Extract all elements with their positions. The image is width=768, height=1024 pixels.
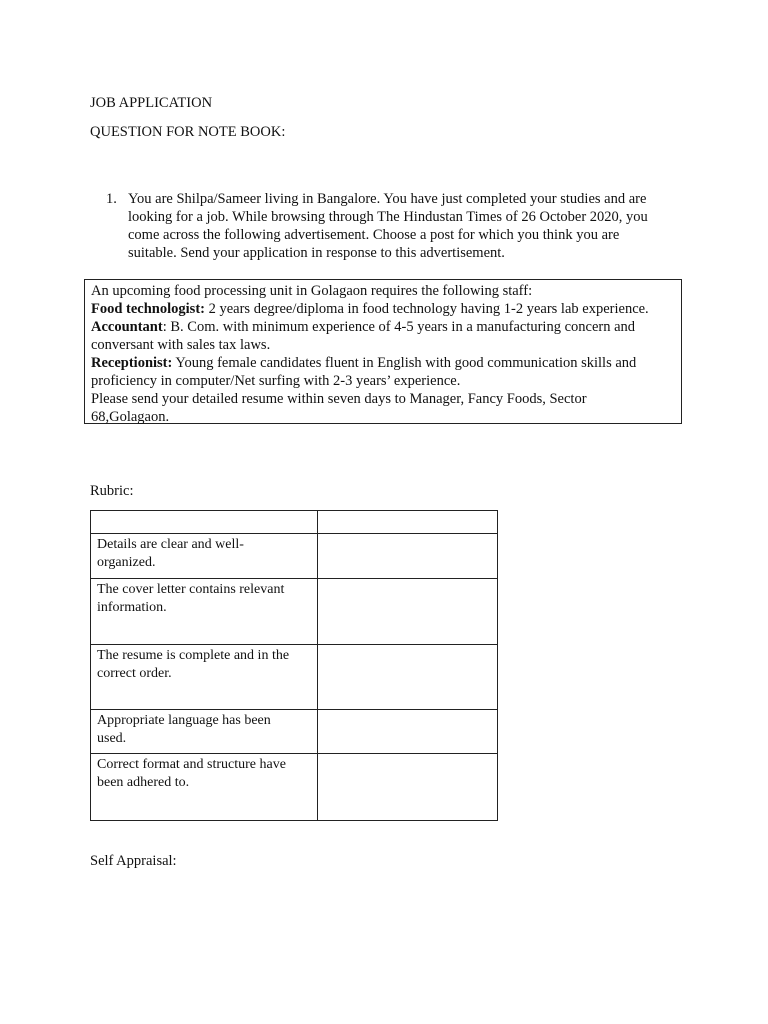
criterion-text: Appropriate language has been [97,713,271,728]
table-row [91,534,498,579]
question-line: You are Shilpa/Sameer living in Bangalore. You have just completed your studies and are [128,191,647,207]
table-row [91,754,498,821]
ad-food-label: Food technologist: [91,301,205,317]
advertisement-box [84,279,682,424]
rubric-criterion-cell [91,754,318,821]
criterion-text: been adhered to. [97,775,190,790]
ad-receptionist-label: Receptionist: [91,355,173,371]
document-subtitle: QUESTION FOR NOTE BOOK: [90,124,286,140]
ad-receptionist-cont: proficiency in computer/Net surfing with 2-3 years’ experience. [91,373,461,389]
table-row [91,511,498,534]
question-line: looking for a job. While browsing through The Hindustan Times of 26 October 2020, you [128,209,648,225]
question-text [128,190,678,262]
criterion-text: The resume is complete and in the [97,648,290,663]
criterion-text: organized. [97,555,156,570]
ad-closing: Please send your detailed resume within seven days to Manager, Fancy Foods, Sector [91,391,587,407]
criterion-text: used. [97,731,127,746]
ad-food-text: 2 years degree/diploma in food technology having 1-2 years lab experience. [204,301,649,317]
ad-accountant-cont: conversant with sales tax laws. [91,337,271,353]
rubric-table [90,510,498,821]
criterion-text: Correct format and structure have [97,757,286,772]
criterion-text: correct order. [97,666,172,681]
question-line: suitable. Send your application in response to this advertisement. [128,245,505,261]
rubric-score-cell [318,511,498,534]
ad-food-technologist [91,300,681,318]
rubric-score-cell [318,710,498,754]
criterion-text: The cover letter contains relevant [97,582,285,597]
table-row [91,645,498,710]
ad-intro: An upcoming food processing unit in Golagaon requires the following staff: [91,283,533,299]
rubric-score-cell [318,579,498,645]
ad-accountant-label: Accountant [91,319,163,335]
document-title: JOB APPLICATION [90,95,213,111]
question-number: 1. [106,191,117,207]
ad-accountant-text: : B. Com. with minimum experience of 4-5 years in a manufacturing concern and [162,319,636,335]
self-appraisal-label: Self Appraisal: [90,853,177,869]
criterion-text: information. [97,600,167,615]
rubric-criterion-cell [91,645,318,710]
rubric-criterion-cell [91,710,318,754]
ad-receptionist [91,354,681,372]
rubric-score-cell [318,754,498,821]
rubric-criterion-cell [91,511,318,534]
ad-receptionist-text: Young female candidates fluent in English with good communication skills and [172,355,637,371]
table-row [91,579,498,645]
criterion-text: Details are clear and well- [97,537,244,552]
rubric-score-cell [318,645,498,710]
rubric-criterion-cell [91,534,318,579]
rubric-criterion-cell [91,579,318,645]
question-line: come across the following advertisement. Choose a post for which you think you are [128,227,620,243]
rubric-score-cell [318,534,498,579]
ad-closing-cont: 68,Golagaon. [91,409,170,425]
table-row [91,710,498,754]
rubric-label: Rubric: [90,483,134,499]
ad-accountant [91,318,681,336]
